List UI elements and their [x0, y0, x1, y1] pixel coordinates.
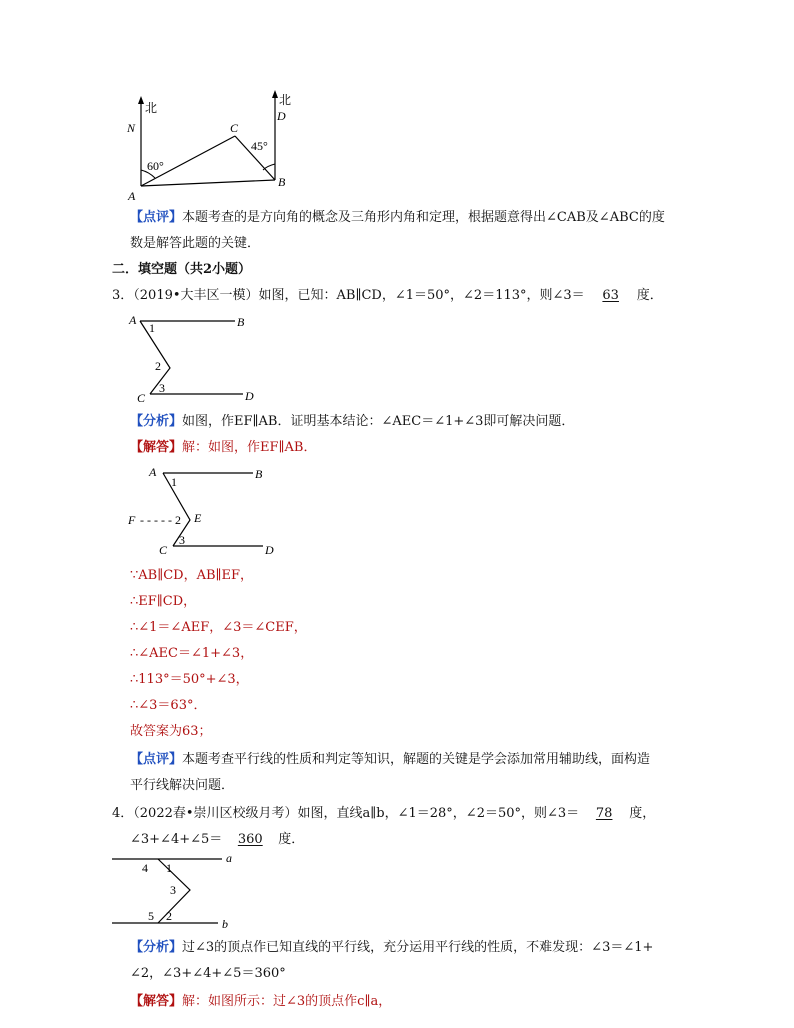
q3-answer: 63: [602, 288, 619, 303]
q3-label-b: B: [237, 315, 245, 329]
q3-step-3: ∴∠1＝∠AEF，∠3＝∠CEF，: [130, 620, 307, 635]
point-label-d: D: [277, 109, 286, 123]
q4-angle-1: 1: [166, 861, 172, 875]
q3s-label-b: B: [255, 467, 263, 481]
q4-analysis-line2: ∠2，∠3+∠4+∠5＝360°: [130, 966, 286, 981]
figure-q4: [110, 852, 250, 932]
q3-question: [112, 286, 663, 306]
q3s-angle-3: 3: [179, 533, 185, 547]
q3-label-d: D: [245, 389, 254, 403]
comment-text: 本题考查的是方向角的概念及三角形内角和定理，根据题意得出∠CAB及∠ABC的度: [182, 210, 665, 225]
q3-angle-3: 3: [159, 381, 165, 395]
q3-step-4: ∴∠AEC＝∠1+∠3，: [130, 646, 254, 661]
q4-question-line2: [130, 830, 304, 850]
q3-comment-line2: 平行线解决问题．: [130, 778, 235, 793]
angle-label-60: 60°: [147, 159, 164, 173]
q4-question: [112, 804, 655, 824]
q4-angle-3: 3: [170, 883, 176, 897]
section-title: 二．填空题（共2小题）: [112, 262, 252, 277]
figure-q3: [125, 310, 275, 405]
comment-tag: 【点评】: [130, 210, 183, 225]
solution-tag: 【解答】: [130, 440, 183, 455]
north-arrow-right-icon: [272, 90, 278, 98]
q3s-label-e: E: [194, 511, 202, 525]
q4-answer1: 78: [595, 806, 613, 821]
q3-angle-2: 2: [155, 359, 161, 373]
q4-line2-prefix: ∠3+∠4+∠5＝: [130, 832, 223, 847]
q3s-angle-1: 1: [171, 475, 177, 489]
analysis-tag: 【分析】: [130, 414, 183, 429]
angle-label-45: 45°: [251, 139, 268, 153]
q4-label-a: a: [226, 851, 232, 865]
q3s-label-d: D: [265, 543, 274, 557]
analysis-tag: 【分析】: [130, 940, 183, 955]
q3s-label-a: A: [149, 465, 157, 479]
point-label-b: B: [278, 175, 286, 189]
comment-tag: 【点评】: [130, 752, 183, 767]
figure-q3-solution: [125, 462, 285, 560]
q4-label-b: b: [222, 917, 228, 931]
q4-suffix2: 度．: [278, 832, 305, 847]
north-label-right: 北: [279, 93, 292, 107]
q4-solution: [130, 992, 391, 1012]
q4-answer2: 360: [237, 832, 263, 847]
comment1-line1: [130, 208, 665, 228]
q3-prefix: 3．（2019•大丰区一模）如图，已知：AB∥CD，∠1＝50°，∠2＝113°，则∠3＝: [112, 288, 585, 303]
solution-text: 解：如图，作EF∥AB．: [182, 440, 317, 455]
analysis-text: 如图，作EF∥AB．证明基本结论：∠AEC＝∠1+∠3即可解决问题．: [182, 414, 575, 429]
q3s-dash: - - - - -: [140, 513, 172, 527]
q4-angle-2: 2: [166, 909, 172, 923]
north-label-left: 北: [145, 101, 158, 115]
q3-final: 故答案为63；: [130, 724, 212, 739]
figure-direction-angles: [125, 90, 305, 203]
point-label-a: A: [128, 189, 136, 203]
analysis-text: 过∠3的顶点作已知直线的平行线，充分运用平行线的性质，不难发现：∠3＝∠1+: [182, 940, 654, 955]
point-label-c: C: [230, 121, 239, 135]
q4-prefix: 4．（2022春•崇川区校级月考）如图，直线a∥b，∠1＝28°，∠2＝50°，则∠3＝: [112, 806, 580, 821]
solution-tag: 【解答】: [130, 994, 183, 1009]
q3-suffix: 度．: [636, 288, 663, 303]
q3-step-2: ∴EF∥CD，: [130, 594, 197, 609]
q3-step-5: ∴113°＝50°+∠3，: [130, 672, 249, 687]
q3-solution: [130, 438, 316, 458]
q3-label-c: C: [137, 391, 146, 405]
north-arrow-left-icon: [138, 96, 144, 104]
q3s-angle-2: 2: [175, 513, 181, 527]
comment1-line2: 数是解答此题的关键．: [130, 236, 261, 251]
comment-text: 本题考查平行线的性质和判定等知识，解题的关键是学会添加常用辅助线，面构造: [182, 752, 651, 767]
q3-comment-line1: [130, 750, 650, 770]
q4-analysis-line1: [130, 938, 653, 958]
q3s-label-f: F: [128, 513, 136, 527]
point-label-n: N: [127, 121, 136, 135]
q3-step-1: ∵AB∥CD，AB∥EF，: [130, 568, 254, 583]
q3-analysis: [130, 412, 574, 432]
q3-label-a: A: [129, 313, 137, 327]
zigzag: [140, 321, 170, 394]
solution-text: 解：如图所示：过∠3的顶点作c∥a，: [182, 994, 392, 1009]
q4-angle-5: 5: [148, 909, 154, 923]
segment-ab: [141, 180, 275, 186]
q4-suffix1: 度，: [629, 806, 656, 821]
q4-angle-4: 4: [142, 861, 148, 875]
q3s-label-c: C: [159, 543, 168, 557]
q3-step-6: ∴∠3＝63°．: [130, 698, 207, 713]
q3-angle-1: 1: [149, 321, 155, 335]
